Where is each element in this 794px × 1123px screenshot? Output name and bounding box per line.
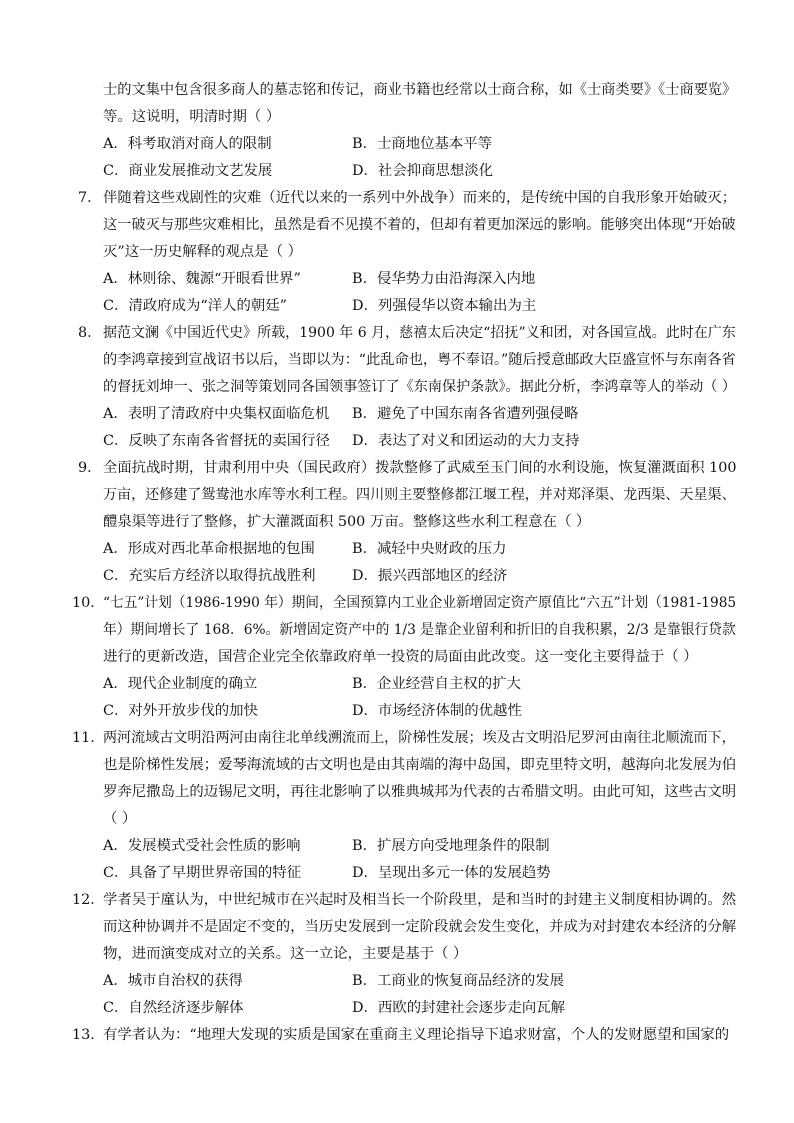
question-9-option-c: C．充实后方经济以取得抗战胜利 <box>103 568 316 584</box>
question-12-option-d: D．西欧的封建社会逐步走向瓦解 <box>352 1000 566 1016</box>
question-10-text-line-3: 进行的更新改造，国营企业完全依靠政府单一投资的局面由此改变。这一变化主要得益于（ ） <box>103 649 698 665</box>
question-12-option-c: C．自然经济逐步解体 <box>103 1000 244 1016</box>
question-10-option-c: C．对外开放步伐的加快 <box>103 703 258 719</box>
question-8-option-b: B．避免了中国东南各省遭列强侵略 <box>352 406 579 422</box>
question-13-number: 13． <box>72 1027 105 1043</box>
question-6-option-c: C．商业发展推动文艺发展 <box>103 163 273 179</box>
question-9-number: 9． <box>78 460 102 476</box>
question-8-text-line-1: 据范文澜《中国近代史》所载，1900 年 6 月，慈禧太后决定“招抚”义和团，对各国宣战。此时在广东 <box>103 325 736 341</box>
question-8-number: 8． <box>78 325 102 341</box>
question-12-option-b: B．工商业的恢复商品经济的发展 <box>352 973 565 989</box>
question-12-number: 12． <box>72 892 105 908</box>
question-6-text-line-2: 等。这说明，明清时期（ ） <box>103 109 281 125</box>
question-8-option-d: D．表达了对义和团运动的大力支持 <box>352 433 580 449</box>
question-7-option-d: D．列强侵华以资本输出为主 <box>352 298 537 314</box>
question-9-text-line-3: 醴泉渠等进行了整修，扩大灌溉面积 500 万亩。整修这些水利工程意在（ ） <box>103 514 591 530</box>
question-6-option-b: B．士商地位基本平等 <box>352 136 493 152</box>
question-11-number: 11． <box>72 730 105 746</box>
question-6-option-a: A．科考取消对商人的限制 <box>103 136 272 152</box>
question-10-text-line-2: 年）期间增长了 168．6%。新增固定资产中的 1/3 是靠企业留利和折旧的自我积累，2/3 是靠银行贷款 <box>103 622 736 638</box>
question-11-text-line-3: 罗奔尼撒岛上的迈锡尼文明，再往北影响了以雅典城邦为代表的古希腊文明。由此可知，这些古文明 <box>103 784 737 800</box>
question-8-text-line-2: 的李鸿章接到宣战诏书以后，当即以为：“此乱命也，粤不奉诏。”随后授意邮政大臣盛宣怀与东南各省 <box>103 352 736 368</box>
question-9-text-line-2: 万亩，还修建了鸳鸯池水库等水利工程。四川则主要整修都江堰工程，并对郑泽渠、龙西渠、天星渠、 <box>103 487 736 503</box>
question-8-option-a: A．表明了清政府中央集权面临危机 <box>103 406 330 422</box>
question-11-option-d: D．呈现出多元一体的发展趋势 <box>352 865 551 881</box>
question-11-option-c: C．具备了早期世界帝国的特征 <box>103 865 302 881</box>
question-9-option-d: D．振兴西部地区的经济 <box>352 568 508 584</box>
question-6-text-line-1: 士的文集中包含很多商人的墓志铭和传记，商业书籍也经常以士商合称，如《士商类要》《士商要览》 <box>103 82 737 98</box>
question-11-text-line-4: （ ） <box>103 811 137 827</box>
question-10-option-a: A．现代企业制度的确立 <box>103 676 258 692</box>
question-11-option-b: B．扩展方向受地理条件的限制 <box>352 838 550 854</box>
question-10-option-d: D．市场经济体制的优越性 <box>352 703 522 719</box>
question-9-text-line-1: 全面抗战时期，甘肃利用中央（国民政府）拨款整修了武威至玉门间的水利设施，恢复灌溉面积 100 <box>103 460 737 476</box>
question-12-text-line-3: 物，进而演变成对立的关系。这一立论，主要是基于（ ） <box>103 946 468 962</box>
question-11-option-a: A．发展模式受社会性质的影响 <box>103 838 301 854</box>
question-7-option-c: C．清政府成为“洋人的朝廷” <box>103 298 288 314</box>
question-12-text-line-2: 而这种协调并不是固定不变的，当历史发展到一定阶段就会发生变化，并成为对封建农本经济的分解 <box>103 919 737 935</box>
question-7-text-line-3: 灭”这一历史解释的观点是（ ） <box>103 244 303 260</box>
question-11-text-line-2: 也是阶梯性发展；爱琴海流域的古文明也是由其南端的海中岛国，即克里特文明，越海向北发展为伯 <box>103 757 737 773</box>
question-13-text-line-1: 有学者认为：“地理大发现的实质是国家在重商主义理论指导下追求财富，个人的发财愿望和国家的 <box>103 1027 730 1043</box>
question-6-option-d: D．社会抑商思想淡化 <box>352 163 494 179</box>
question-11-text-line-1: 两河流域古文明沿两河由南往北单线溯流而上，阶梯性发展；埃及古文明沿尼罗河由南往北顺流而下， <box>103 730 736 746</box>
question-12-option-a: A．城市自治权的获得 <box>103 973 243 989</box>
question-10-number: 10． <box>72 595 105 611</box>
question-7-option-a: A．林则徐、魏源“开眼看世界” <box>103 271 301 287</box>
question-7-option-b: B．侵华势力由沿海深入内地 <box>352 271 536 287</box>
question-7-number: 7． <box>78 190 102 206</box>
question-8-text-line-3: 的督抚刘坤一、张之洞等策划同各国领事签订了《东南保护条款》。据此分析，李鸿章等人的举动（ ） <box>103 379 736 395</box>
question-10-option-b: B．企业经营自主权的扩大 <box>352 676 521 692</box>
question-7-text-line-1: 伴随着这些戏剧性的灾难（近代以来的一系列中外战争）而来的，是传统中国的自我形象开始破灭； <box>103 190 737 206</box>
question-9-option-b: B．减轻中央财政的压力 <box>352 541 507 557</box>
question-7-text-line-2: 这一破灭与那些灾难相比，虽然是看不见摸不着的，但却有着更加深远的影响。能够突出体现“开始破 <box>103 217 736 233</box>
question-10-text-line-1: “七五”计划（1986-1990 年）期间，全国预算内工业企业新增固定资产原值比“六五”计划（1981-1985 <box>103 595 737 611</box>
question-12-text-line-1: 学者吴于廑认为，中世纪城市在兴起时及相当长一个阶段里，是和当时的封建主义制度相协调的。然 <box>103 892 737 908</box>
question-9-option-a: A．形成对西北革命根据地的包围 <box>103 541 315 557</box>
question-8-option-c: C．反映了东南各省督抚的卖国行径 <box>103 433 330 449</box>
